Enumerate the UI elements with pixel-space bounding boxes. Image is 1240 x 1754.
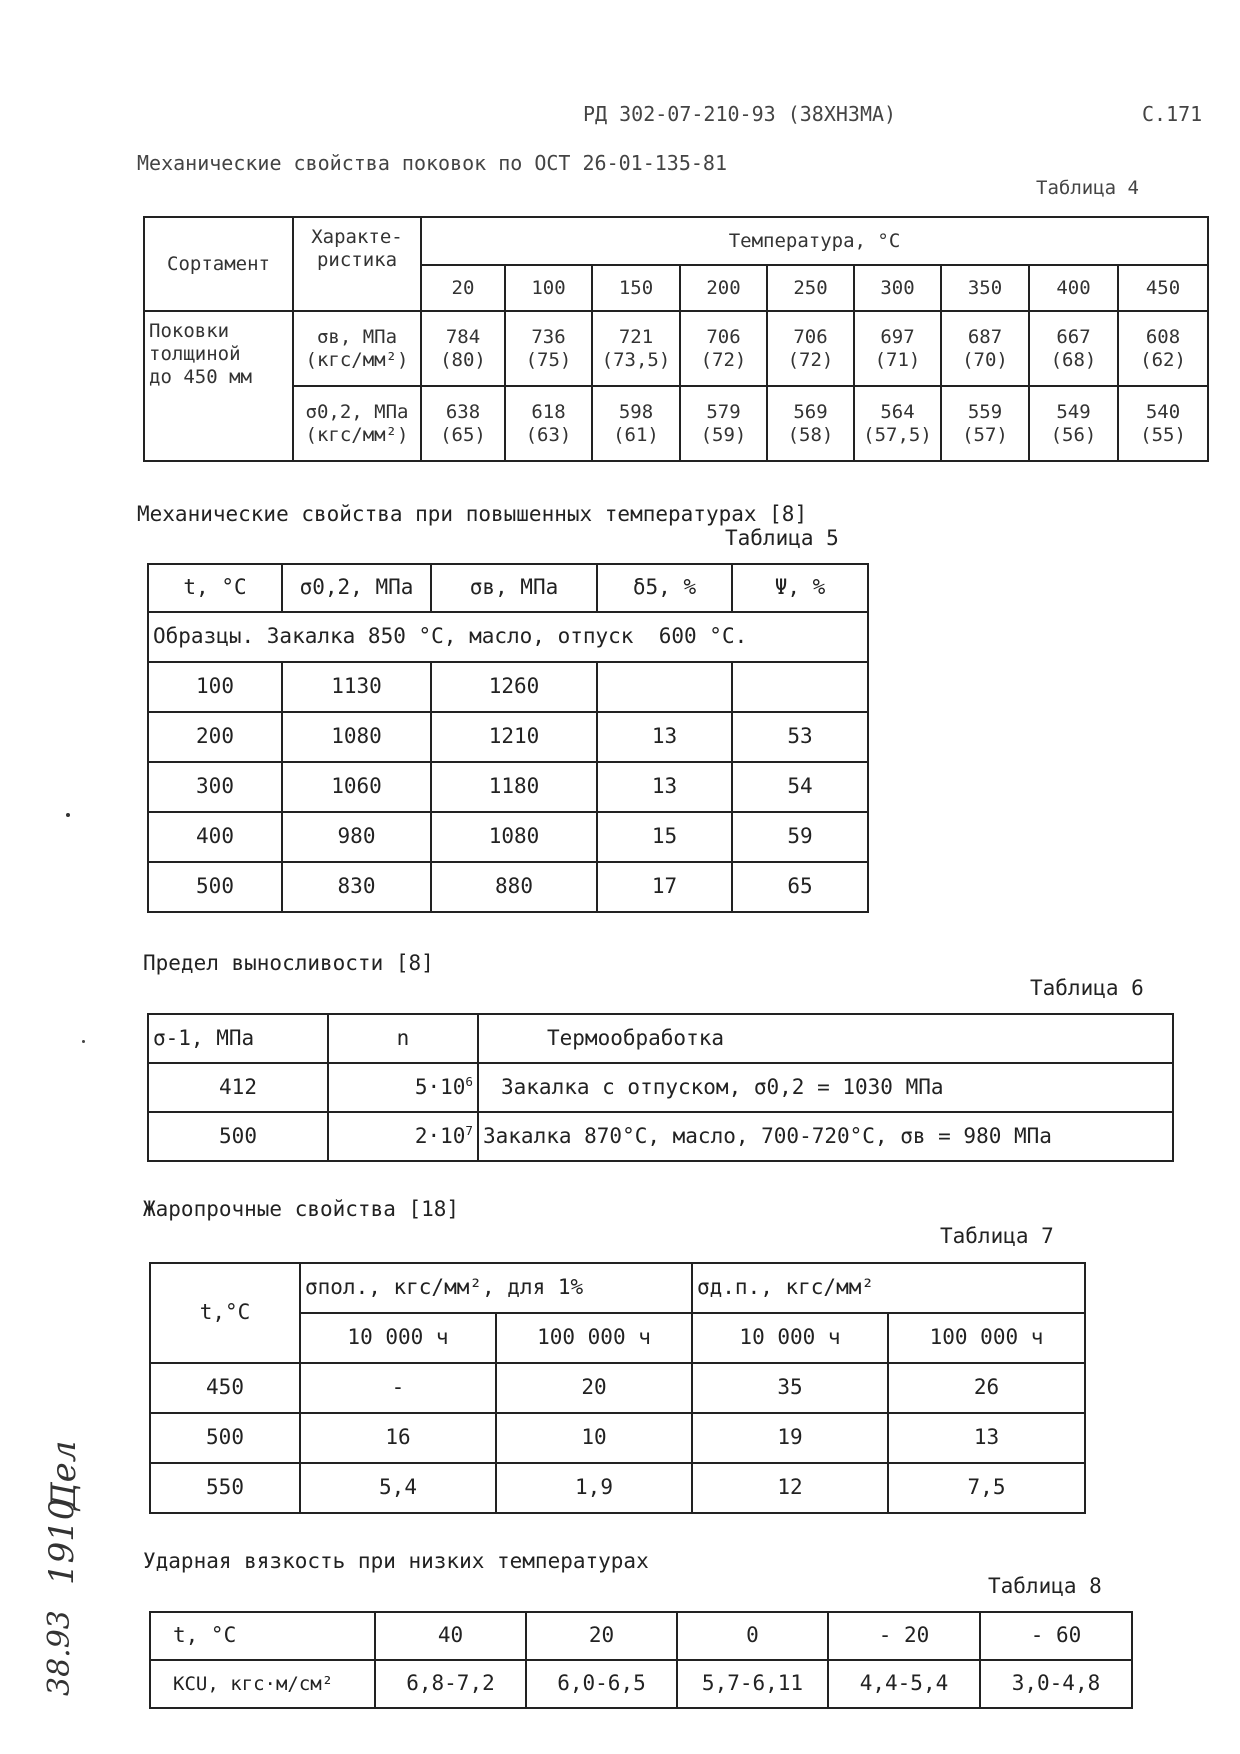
t7-subheader-cell: 100 000 ч [888, 1313, 1085, 1363]
t8-temperature-row [150, 1612, 1132, 1660]
t6-header-sigma: σ-1, МПа [148, 1014, 328, 1063]
t7-header-rupture: σд.п., кгс/мм² [692, 1263, 1085, 1313]
t4-cell: 687 (70) [941, 311, 1029, 386]
t5-cell: 65 [732, 862, 868, 912]
t7-cell: 550 [150, 1463, 300, 1513]
table-4-label: Таблица 4 [1036, 177, 1139, 199]
t5-cell [597, 662, 732, 712]
t5-cell: 830 [282, 862, 431, 912]
t5-cell: 400 [148, 812, 282, 862]
table-5-title: Механические свойства при повышенных температурах [8] [137, 502, 808, 526]
t5-cell: 1060 [282, 762, 431, 812]
t7-cell: 26 [888, 1363, 1085, 1413]
t4-header-characteristic: Характе- ристика [293, 217, 421, 311]
table-8 [149, 1611, 1133, 1709]
table-6 [147, 1013, 1174, 1162]
table-row [148, 862, 868, 912]
t6-cell-n: $2\cdot 10^7$ [328, 1112, 478, 1161]
t4-cell: 784 (80) [421, 311, 505, 386]
t7-cell: 450 [150, 1363, 300, 1413]
t6-cell-treatment: Закалка с отпуском, σ0,2 = 1030 МПа [478, 1063, 1173, 1112]
t4-cell: 706 (72) [680, 311, 767, 386]
t8-cell: 6,0-6,5 [526, 1660, 677, 1708]
t4-cell: 736 (75) [505, 311, 592, 386]
t6-cell: 412 [148, 1063, 328, 1112]
t7-header-t: t,°С [150, 1263, 300, 1363]
t4-temp-cell: 100 [505, 265, 592, 311]
t5-cell: 13 [597, 712, 732, 762]
t5-cell: 500 [148, 862, 282, 912]
t5-cell: 53 [732, 712, 868, 762]
table-row [150, 1413, 1085, 1463]
t5-header-cell: σ0,2, МПа [282, 564, 431, 612]
t7-cell: 20 [496, 1363, 692, 1413]
t5-cell [732, 662, 868, 712]
t5-cell: 100 [148, 662, 282, 712]
t4-row-label: σ0,2, МПа (кгс/мм²) [293, 386, 421, 461]
t4-cell: 638 (65) [421, 386, 505, 461]
t5-cell: 1080 [282, 712, 431, 762]
table-row [148, 812, 868, 862]
t7-cell: 5,4 [300, 1463, 496, 1513]
table-row [148, 762, 868, 812]
t7-cell: 35 [692, 1363, 888, 1413]
t5-header-row [148, 564, 868, 612]
t8-cell: 5,7-6,11 [677, 1660, 828, 1708]
t5-cell: 1080 [431, 812, 597, 862]
scan-dot [82, 1040, 85, 1043]
table-8-label: Таблица 8 [988, 1574, 1102, 1598]
t7-cell: 7,5 [888, 1463, 1085, 1513]
t4-cell: 667 (68) [1029, 311, 1118, 386]
table-6-title: Предел выносливости [8] [143, 951, 434, 975]
t4-cell: 559 (57) [941, 386, 1029, 461]
t7-cell: 10 [496, 1413, 692, 1463]
t7-cell: 500 [150, 1413, 300, 1463]
t7-cell: - [300, 1363, 496, 1413]
t4-header-sortament: Сортамент [144, 217, 293, 311]
t4-cell: 579 (59) [680, 386, 767, 461]
t4-cell: 549 (56) [1029, 386, 1118, 461]
t4-cell: 564 (57,5) [854, 386, 941, 461]
t5-note: Образцы. Закалка 850 °С, масло, отпуск 600 °С. [148, 612, 868, 662]
t5-cell: 1260 [431, 662, 597, 712]
t5-cell: 1210 [431, 712, 597, 762]
table-4 [143, 216, 1209, 462]
t4-cell: 608 (62) [1118, 311, 1208, 386]
t5-header-cell: σв, МПа [431, 564, 597, 612]
t5-cell: 1130 [282, 662, 431, 712]
table-7 [149, 1262, 1086, 1514]
table-row [148, 662, 868, 712]
t7-header-row [150, 1263, 1085, 1313]
t4-row-sigma-02 [144, 386, 1208, 461]
t8-cell: 0 [677, 1612, 828, 1660]
t5-cell: 54 [732, 762, 868, 812]
t6-cell: 500 [148, 1112, 328, 1161]
t7-subheader-cell: 10 000 ч [300, 1313, 496, 1363]
t4-header-temperature: Температура, °С [421, 217, 1208, 265]
table-row [148, 1112, 1173, 1161]
t4-temp-cell: 300 [854, 265, 941, 311]
t4-group-forgings: Поковки толщиной до 450 мм [144, 311, 293, 461]
t8-header-kcu: KCU, кгс·м/см² [150, 1660, 375, 1708]
t5-cell: 200 [148, 712, 282, 762]
t4-row-sigma-b [144, 311, 1208, 386]
scan-dot [66, 813, 70, 817]
t4-temp-cell: 250 [767, 265, 854, 311]
t5-header-cell: δ5, % [597, 564, 732, 612]
t8-cell: 6,8-7,2 [375, 1660, 526, 1708]
t7-header-creep: σпол., кгс/мм², для 1% [300, 1263, 692, 1313]
t4-cell: 706 (72) [767, 311, 854, 386]
t6-header-n: n [328, 1014, 478, 1063]
t5-cell: 300 [148, 762, 282, 812]
t4-temp-cell: 150 [592, 265, 680, 311]
t8-cell: - 20 [828, 1612, 980, 1660]
t8-cell: 20 [526, 1612, 677, 1660]
margin-note-number: 1910 [42, 1498, 82, 1585]
t5-cell: 980 [282, 812, 431, 862]
t4-cell: 697 (71) [854, 311, 941, 386]
t7-cell: 12 [692, 1463, 888, 1513]
table-7-label: Таблица 7 [940, 1224, 1054, 1248]
t5-header-cell: Ψ, % [732, 564, 868, 612]
t6-cell-n: $5\cdot 10^6$ [328, 1063, 478, 1112]
t7-cell: 19 [692, 1413, 888, 1463]
t8-cell: 3,0-4,8 [980, 1660, 1132, 1708]
t7-subheader-cell: 10 000 ч [692, 1313, 888, 1363]
t4-row-label: σв, МПа (кгс/мм²) [293, 311, 421, 386]
table-5 [147, 563, 869, 913]
t4-cell: 721 (73,5) [592, 311, 680, 386]
t4-temp-cell: 350 [941, 265, 1029, 311]
document-code: РД 302-07-210-93 (38ХН3МА) [583, 102, 897, 126]
t5-cell: 880 [431, 862, 597, 912]
t5-cell: 59 [732, 812, 868, 862]
table-row [148, 712, 868, 762]
t8-cell: - 60 [980, 1612, 1132, 1660]
t4-temp-cell: 400 [1029, 265, 1118, 311]
t7-subheader-cell: 100 000 ч [496, 1313, 692, 1363]
table-8-title: Ударная вязкость при низких температурах [143, 1549, 649, 1573]
t8-cell: 4,4-5,4 [828, 1660, 980, 1708]
t5-header-cell: t, °С [148, 564, 282, 612]
t4-cell: 618 (63) [505, 386, 592, 461]
t8-cell: 40 [375, 1612, 526, 1660]
t4-cell: 569 (58) [767, 386, 854, 461]
t7-cell: 13 [888, 1413, 1085, 1463]
t5-note-row [148, 612, 868, 662]
page-number: С.171 [1142, 102, 1203, 126]
t6-header-row [148, 1014, 1173, 1063]
t8-kcu-row [150, 1660, 1132, 1708]
t5-cell: 13 [597, 762, 732, 812]
t5-cell: 1180 [431, 762, 597, 812]
t8-header-t: t, °С [150, 1612, 375, 1660]
t7-cell: 1,9 [496, 1463, 692, 1513]
table-row [150, 1463, 1085, 1513]
margin-note-date: 38.93 [42, 1610, 77, 1696]
table-row [150, 1363, 1085, 1413]
table-7-title: Жаропрочные свойства [18] [143, 1197, 460, 1221]
t6-header-treatment: Термообработка [478, 1014, 1173, 1063]
margin-note-initials: Дел [44, 1440, 84, 1510]
t4-cell: 598 (61) [592, 386, 680, 461]
t4-temp-cell: 20 [421, 265, 505, 311]
table-5-label: Таблица 5 [725, 526, 839, 550]
t4-cell: 540 (55) [1118, 386, 1208, 461]
table-4-title: Механические свойства поковок по ОСТ 26-01-135-81 [137, 151, 728, 175]
t7-cell: 16 [300, 1413, 496, 1463]
t5-cell: 17 [597, 862, 732, 912]
t6-cell-treatment: Закалка 870°С, масло, 700-720°С, σв = 980 МПа [478, 1112, 1173, 1161]
t4-temp-cell: 450 [1118, 265, 1208, 311]
t5-cell: 15 [597, 812, 732, 862]
t4-temp-cell: 200 [680, 265, 767, 311]
table-row [148, 1063, 1173, 1112]
table-6-label: Таблица 6 [1030, 976, 1144, 1000]
